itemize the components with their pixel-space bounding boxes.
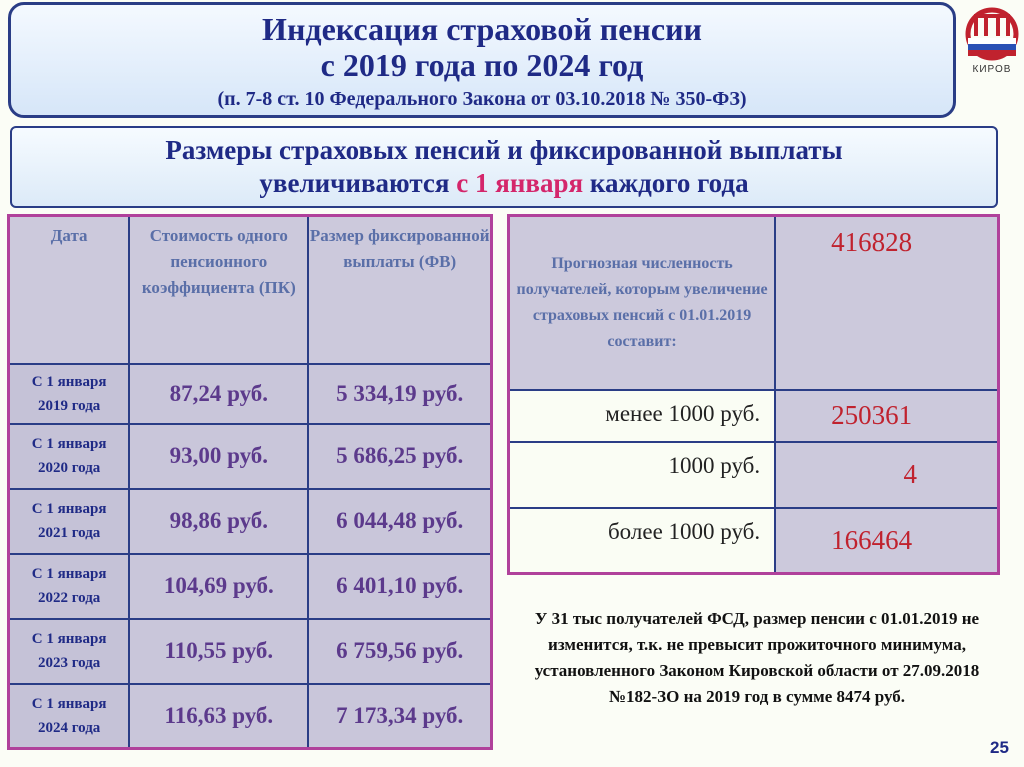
table-row <box>9 554 492 619</box>
row-fv: 6 044,48 руб. <box>308 489 491 554</box>
row-date <box>9 424 130 489</box>
date-line1: С 1 января <box>31 695 107 712</box>
row-date <box>9 619 130 684</box>
subtitle-text-end: каждого года <box>583 168 749 198</box>
fsd-note: У 31 тыс получателей ФСД, размер пенсии с 01.01.2019 не изменится, т.к. не превысит прожиточного минимума, установленного Законом Кировской области от 27.09.2018 №182-ЗО на 2019 год в сумме 8474 руб. <box>534 609 980 706</box>
recipients-question: Прогнозная численность получателей, которым увеличение страховых пенсий с 01.01.2019 составит: <box>509 216 776 390</box>
table-header-row <box>9 216 492 364</box>
table-row <box>9 424 492 489</box>
recipients-table <box>507 214 1000 575</box>
table-row <box>509 442 999 508</box>
subtitle-accent: с 1 января <box>456 168 584 198</box>
row-fv: 7 173,34 руб. <box>308 684 491 749</box>
subtitle-line2 <box>12 167 996 200</box>
row-pk: 93,00 руб. <box>129 424 308 489</box>
date-line2: 2024 года <box>37 719 101 736</box>
date-line2: 2019 года <box>37 397 101 414</box>
page-title-line2: с 2019 года по 2024 год <box>320 47 644 83</box>
date-line2: 2021 года <box>37 525 101 541</box>
logo-caption: КИРОВ <box>972 64 1012 75</box>
table-row <box>9 364 492 424</box>
table-row <box>509 390 999 442</box>
recipients-value: 4 <box>775 442 998 508</box>
row-fv: 6 401,10 руб. <box>308 554 491 619</box>
header-date: Дата <box>9 216 130 364</box>
table-row <box>509 508 999 574</box>
row-pk: 110,55 руб. <box>129 619 308 684</box>
subtitle-text: увеличиваются <box>259 168 457 198</box>
recipients-total: 416828 <box>775 216 998 390</box>
law-reference: (п. 7-8 ст. 10 Федерального Закона от 03.10.2018 № 350-ФЗ) <box>217 88 747 110</box>
recipients-label: более 1000 руб. <box>509 508 776 574</box>
recipients-value: 250361 <box>775 390 998 442</box>
subtitle-box <box>10 126 998 208</box>
row-pk: 98,86 руб. <box>129 489 308 554</box>
date-line2: 2020 года <box>37 460 101 476</box>
date-line1: С 1 января <box>31 566 107 582</box>
title-box <box>8 2 956 118</box>
row-pk: 104,69 руб. <box>129 554 308 619</box>
row-fv: 5 686,25 руб. <box>308 424 491 489</box>
date-line1: С 1 января <box>31 501 107 517</box>
row-date <box>9 364 130 424</box>
date-line1: С 1 января <box>31 373 107 390</box>
header-fv: Размер фиксированной выплаты (ФВ) <box>308 216 491 364</box>
row-pk: 87,24 руб. <box>129 364 308 424</box>
recipients-value: 166464 <box>775 508 998 574</box>
table-row <box>9 619 492 684</box>
recipients-header-row <box>509 216 999 390</box>
table-row <box>9 684 492 749</box>
date-line2: 2023 года <box>37 655 101 671</box>
date-line1: С 1 января <box>31 631 107 647</box>
row-fv: 6 759,56 руб. <box>308 619 491 684</box>
row-fv: 5 334,19 руб. <box>308 364 491 424</box>
header-pk: Стоимость одного пенсионного коэффициента (ПК) <box>129 216 308 364</box>
row-date <box>9 489 130 554</box>
row-pk: 116,63 руб. <box>129 684 308 749</box>
page-number: 25 <box>990 738 1009 757</box>
row-date <box>9 554 130 619</box>
date-line1: С 1 января <box>31 436 107 452</box>
subtitle-line1: Размеры страховых пенсий и фиксированной выплаты <box>165 135 843 165</box>
page-title-line1: Индексация страховой пенсии <box>262 11 702 47</box>
recipients-label: менее 1000 руб. <box>509 390 776 442</box>
recipients-label: 1000 руб. <box>509 442 776 508</box>
date-line2: 2022 года <box>37 590 101 606</box>
table-row <box>9 489 492 554</box>
row-date <box>9 684 130 749</box>
indexation-table <box>7 214 493 750</box>
